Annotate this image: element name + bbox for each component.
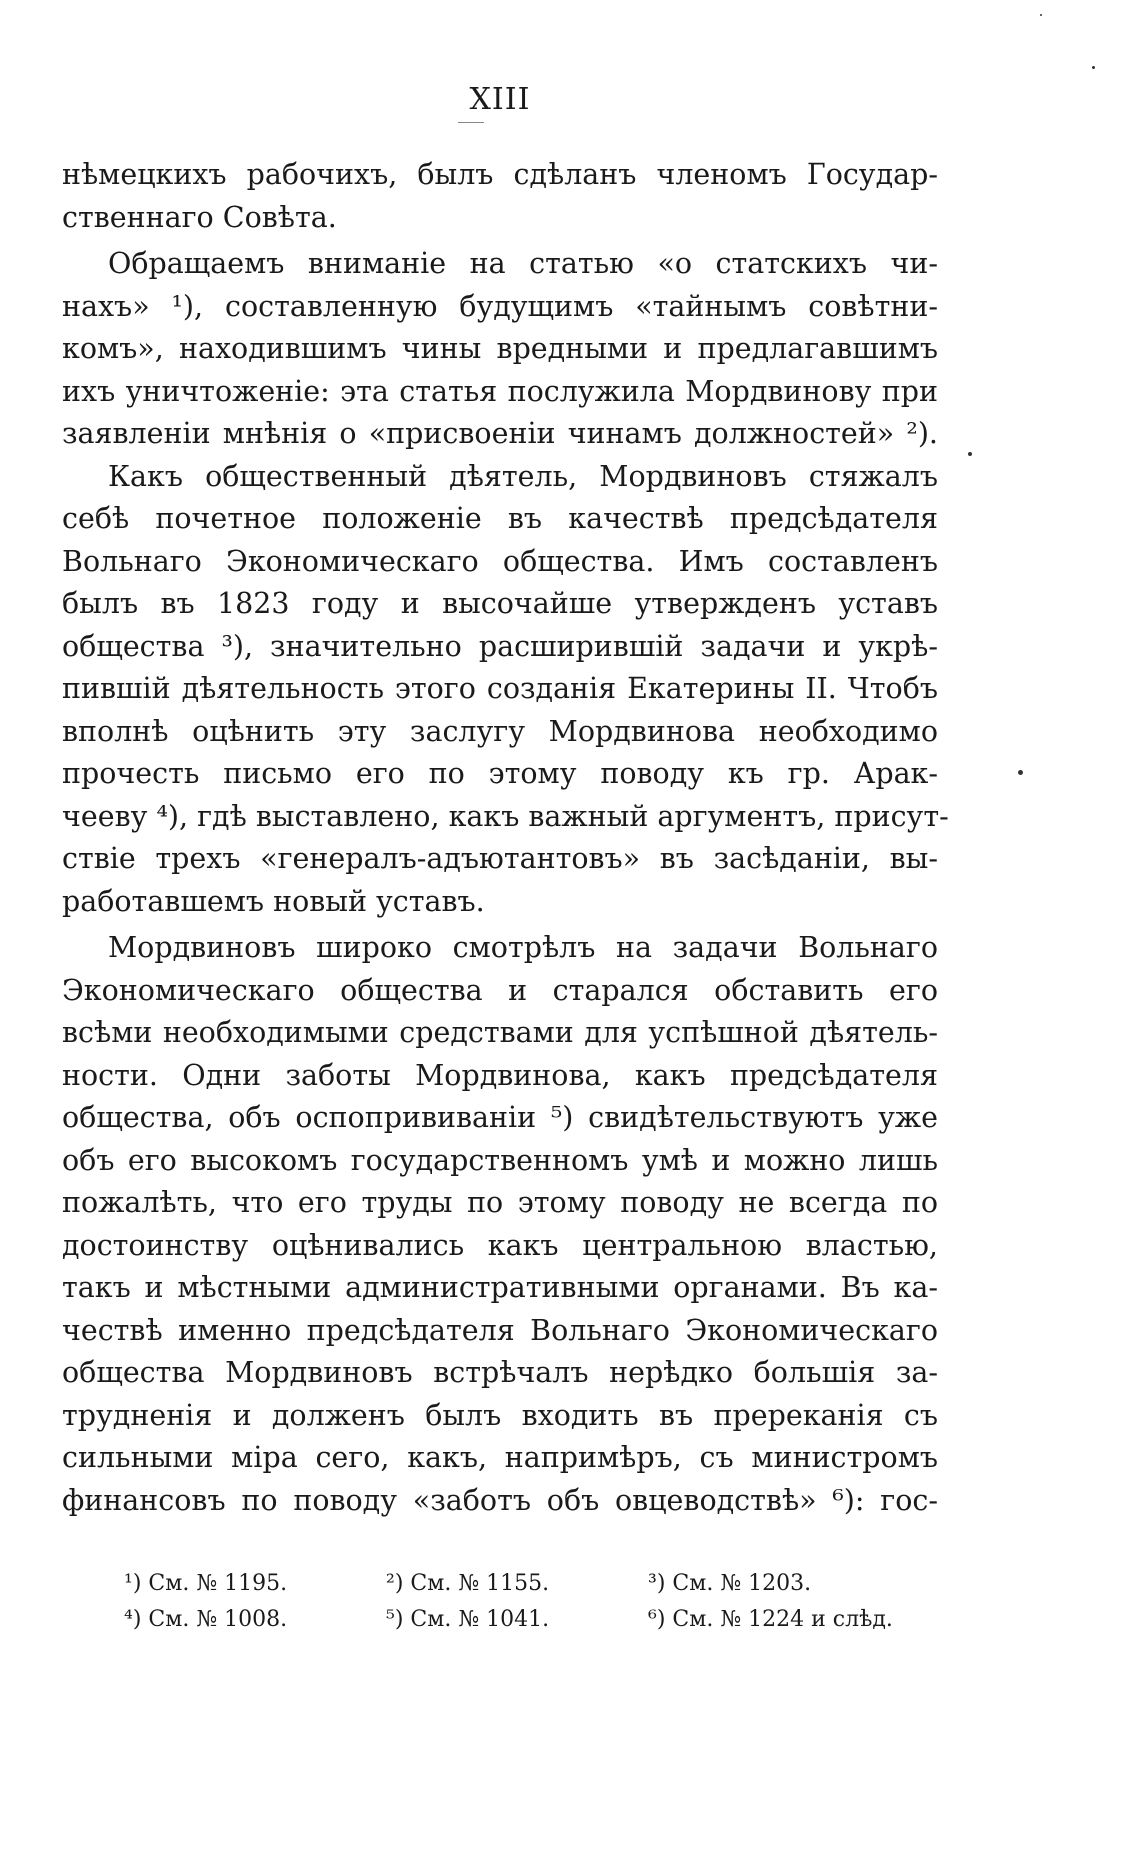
text-line: заявленіи мнѣнія о «присвоеніи чинамъ должностей» ²). — [62, 417, 938, 450]
footnotes — [124, 1566, 924, 1638]
text-line: чествѣ именно предсѣдателя Вольнаго Экономическаго — [62, 1313, 938, 1347]
text-line: общества, объ оспопрививаніи ⁵) свидѣтельствуютъ уже — [62, 1101, 938, 1134]
text-line: нѣмецкихъ рабочихъ, былъ сдѣланъ членомъ Государ- — [62, 158, 938, 191]
ink-speck — [1040, 14, 1042, 16]
paragraph-2 — [62, 243, 938, 456]
text-line: трудненія и долженъ былъ входить въ пререканія съ — [62, 1398, 938, 1432]
footnote-row — [124, 1602, 924, 1638]
text-line: достоинству оцѣнивались какъ центральною властью, — [62, 1228, 938, 1262]
text-line: пожалѣть, что его труды по этому поводу не всегда по — [62, 1186, 938, 1219]
text-line: общества ³), значительно расширившій задачи и укрѣ- — [62, 629, 938, 663]
ink-speck — [1092, 66, 1095, 69]
footnote: ²) См. № 1155. — [386, 1571, 550, 1596]
text-line: работавшемъ новый уставъ. — [62, 884, 485, 918]
text-line: ствіе трехъ «генералъ-адъютантовъ» въ засѣданіи, вы- — [62, 842, 938, 875]
text-line: ности. Одни заботы Мордвинова, какъ предсѣдателя — [62, 1058, 938, 1092]
footnote: ⁶) См. № 1224 и слѣд. — [648, 1607, 893, 1632]
paragraph-4 — [62, 927, 938, 1522]
footnote: ⁴) См. № 1008. — [124, 1607, 288, 1632]
text-line: объ его высокомъ государственномъ умѣ и можно лишь — [62, 1143, 938, 1177]
text-line: пившій дѣятельность этого созданія Екатерины II. Чтобъ — [62, 672, 938, 705]
footnote: ¹) См. № 1195. — [124, 1571, 288, 1596]
text-line: Вольнаго Экономическаго общества. Имъ составленъ — [62, 544, 938, 578]
text-line: финансовъ по поводу «заботъ объ овцеводствѣ» ⁶): гос- — [62, 1483, 938, 1517]
text-line: такъ и мѣстными административными органами. Въ ка- — [62, 1271, 938, 1304]
paragraph-1 — [62, 154, 938, 239]
footnote-row — [124, 1566, 924, 1602]
text-line: сильными міра сего, какъ, напримѣръ, съ министромъ — [62, 1441, 938, 1474]
text-line: всѣми необходимыми средствами для успѣшной дѣятель- — [62, 1016, 938, 1049]
text-line: ихъ уничтоженіе: эта статья послужила Мордвинову при — [62, 374, 938, 408]
text-line: чееву ⁴), гдѣ выставлено, какъ важный аргументъ, присут- — [62, 799, 949, 833]
text-line: комъ», находившимъ чины вредными и предлагавшимъ — [62, 332, 938, 365]
text-line: Мордвиновъ широко смотрѣлъ на задачи Вольнаго — [108, 931, 938, 964]
text-line: ственнаго Совѣта. — [62, 200, 337, 234]
footnote: ³) См. № 1203. — [648, 1571, 812, 1596]
text-line: Какъ общественный дѣятель, Мордвиновъ стяжалъ — [108, 459, 938, 493]
text-line: общества Мордвиновъ встрѣчалъ нерѣдко большія за- — [62, 1356, 938, 1389]
paragraph-3 — [62, 456, 949, 924]
page-number: XIII — [0, 82, 1000, 117]
text-line: былъ въ 1823 году и высочайше утвержденъ уставъ — [62, 587, 938, 620]
ink-speck — [1018, 770, 1023, 775]
text-line: себѣ почетное положеніе въ качествѣ предсѣдателя — [62, 502, 938, 535]
text-line: нахъ» ¹), составленную будущимъ «тайнымъ совѣтни- — [62, 289, 938, 323]
ink-speck — [968, 452, 972, 456]
footnote: ⁵) См. № 1041. — [386, 1607, 550, 1632]
text-line: Экономическаго общества и старался обставить его — [62, 973, 938, 1007]
text-line: прочесть письмо его по этому поводу къ гр. Арак- — [62, 757, 938, 790]
text-line: вполнѣ оцѣнить эту заслугу Мордвинова необходимо — [62, 714, 938, 748]
body-text — [62, 154, 949, 1522]
text-line: Обращаемъ вниманіе на статью «о статскихъ чи- — [108, 247, 938, 280]
